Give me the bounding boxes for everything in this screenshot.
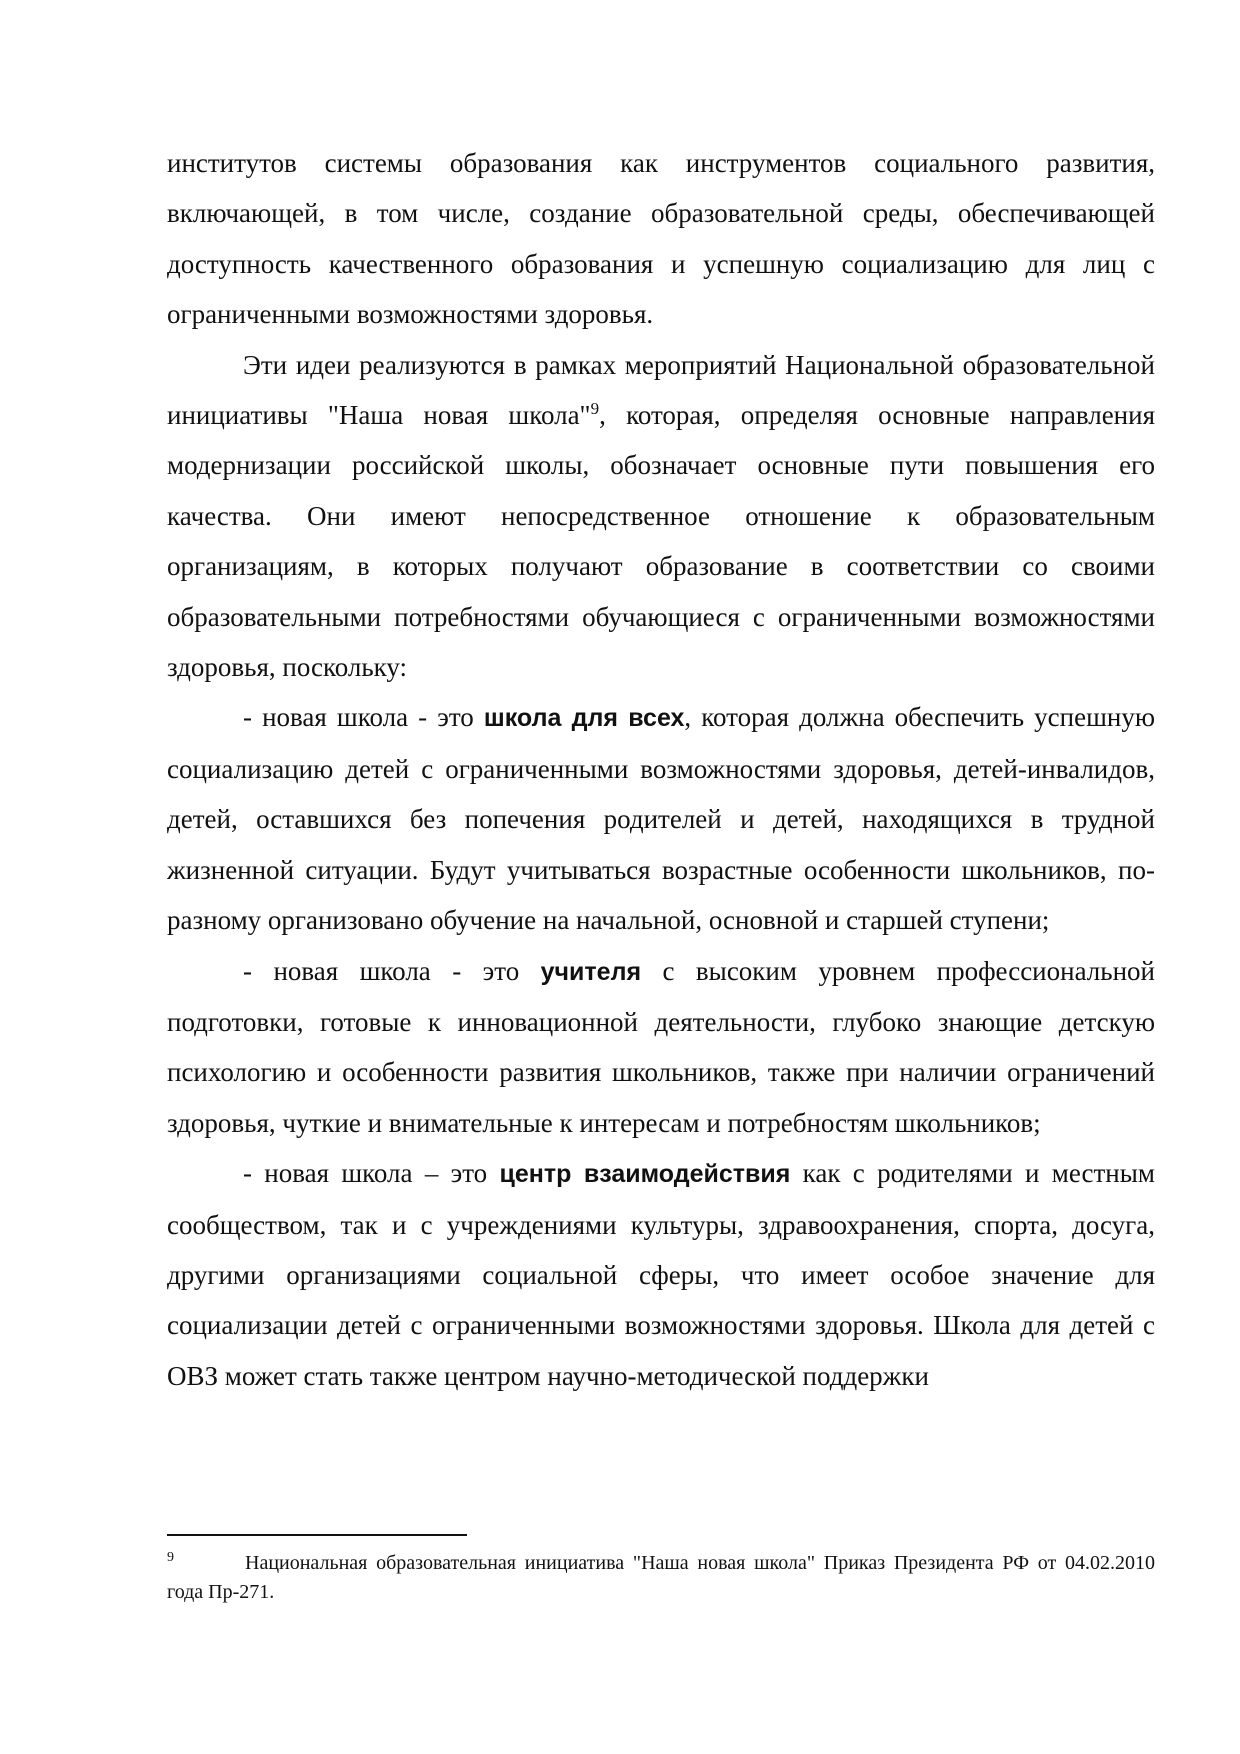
footnote xyxy=(167,1549,1155,1607)
bullet-bold-term: учителя xyxy=(540,957,642,986)
paragraph-text-after: , которая, определяя основные направления модернизации российской школы, обозначает основные пути повышения его качества. Они имеют непосредственное отношение к образовательным организациям, в которых получают образование в соответствии со своими образовательными потребностями обучающиеся с ограниченными возможностями здоровья, поскольку: xyxy=(167,400,1155,683)
bullet-text: как с родителями и местным сообществом, так и с учреждениями культуры, здравоохранения, спорта, досуга, другими организациями социальной сферы, что имеет особое значение для социализации детей с ограниченными возможностями здоровья. Школа для детей с ОВЗ может стать также центром научно-методической поддержки xyxy=(167,1158,1155,1391)
bullet-prefix: - новая школа - это xyxy=(243,955,541,986)
paragraph-text: институтов системы образования как инструментов социального развития, включающей, в том числе, создание образовательной среды, обеспечивающей доступность качественного образования и успешную социализацию для лиц с ограниченными возможностями здоровья. xyxy=(167,148,1155,330)
bullet-text: с высоким уровнем профессиональной подготовки, готовые к инновационной деятельности, глубоко знающие детскую психологию и особенности развития школьников, также при наличии ограничений здоровья, чуткие и внимательные к интересам и потребностям школьников; xyxy=(167,955,1155,1138)
paragraph-continuation xyxy=(167,138,1155,340)
page-body xyxy=(167,138,1155,1401)
bullet-school-for-all xyxy=(167,692,1155,945)
bullet-prefix: - новая школа – это xyxy=(243,1158,500,1189)
bullet-bold-term: школа для всех xyxy=(483,704,685,733)
paragraph-text-before: Эти идеи реализуются в рамках мероприятий Национальной образовательной инициативы "Наша новая школа" xyxy=(167,349,1155,431)
bullet-bold-term: центр взаимодействия xyxy=(499,1160,791,1189)
footnote-text: Национальная образовательная инициатива "Наша новая школа" Приказ Президента РФ от 04.02.2010 года Пр-271. xyxy=(167,1552,1155,1603)
footnote-separator xyxy=(167,1534,467,1536)
paragraph-initiative xyxy=(167,340,1155,693)
bullet-prefix: - новая школа - это xyxy=(243,702,484,733)
bullet-interaction-center xyxy=(167,1148,1155,1401)
bullet-teachers xyxy=(167,946,1155,1149)
footnote-number: 9 xyxy=(167,1550,174,1565)
footnote-reference[interactable]: 9 xyxy=(590,399,600,419)
bullet-text: , которая должна обеспечить успешную социализацию детей с ограниченными возможностями здоровья, детей-инвалидов, детей, оставшихся без попечения родителей и детей, находящихся в трудной жизненной ситуации. Будут учитываться возрастные особенности школьников, по-разному организовано обучение на начальной, основной и старшей ступени; xyxy=(167,702,1156,936)
